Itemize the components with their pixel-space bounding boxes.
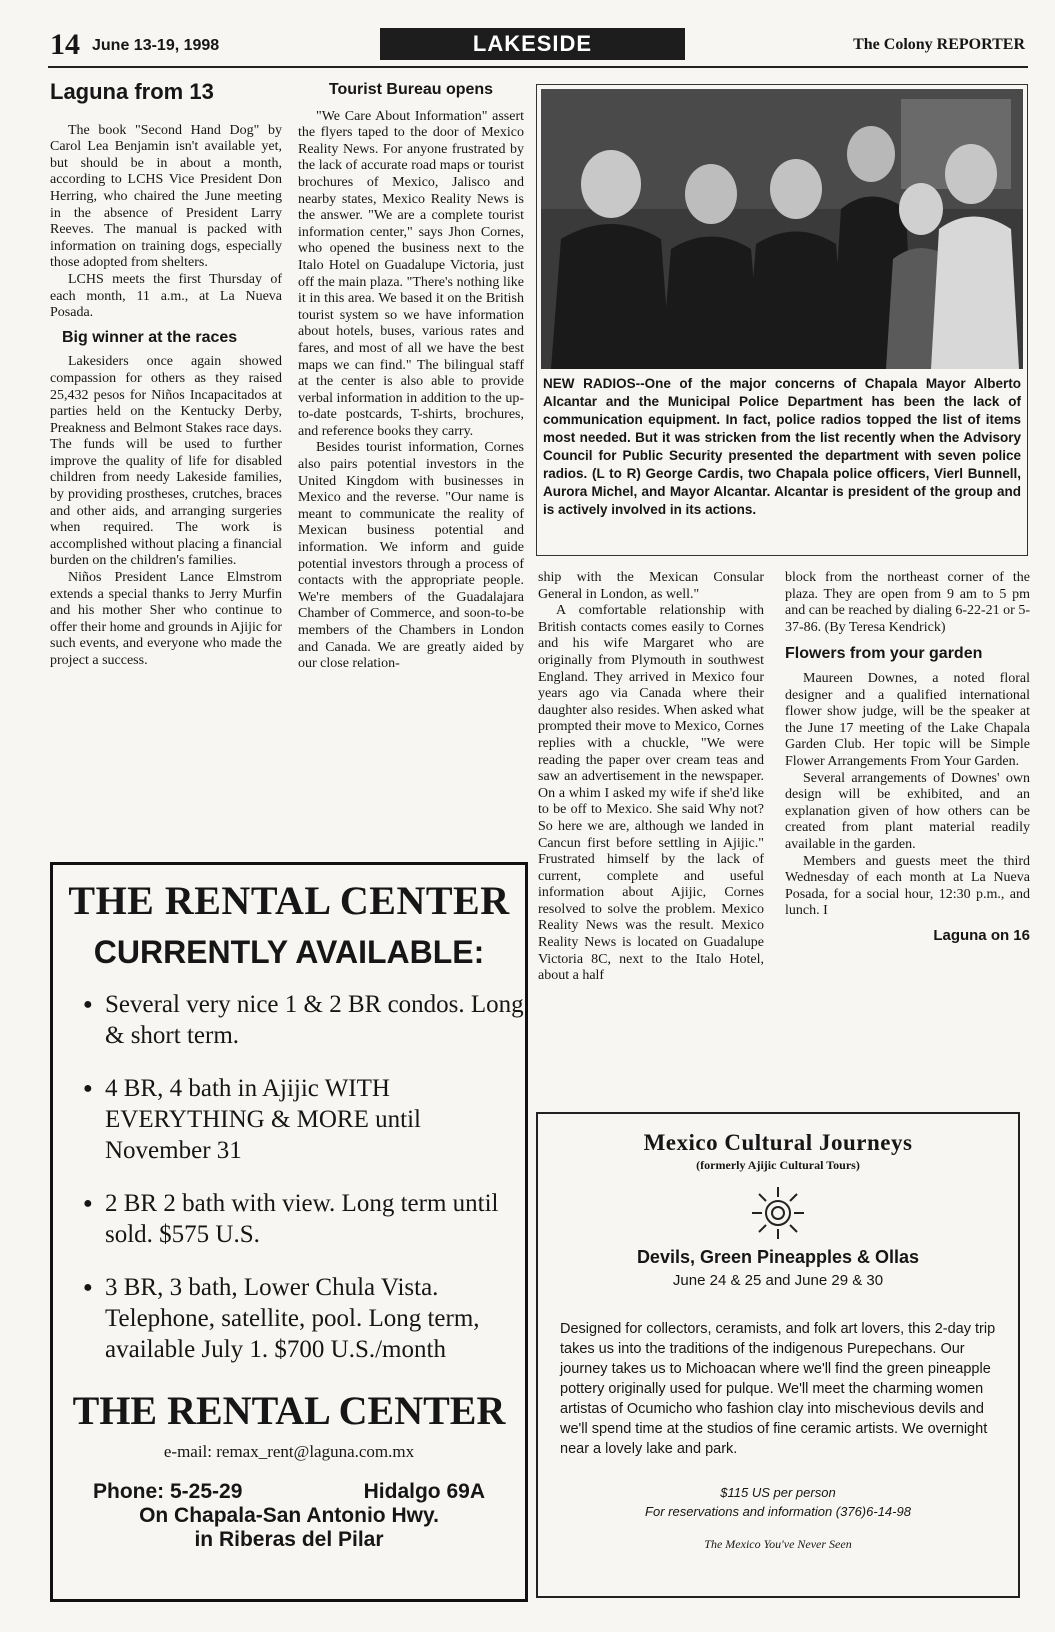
headline-tourist-bureau: Tourist Bureau opens	[328, 81, 494, 98]
tourist-paragraph-5: block from the northeast corner of the plaza. They are open from 9 am to 5 pm and can be reached by dialing 6-22-21 or 5-37-86. (By Teresa Kendrick)	[785, 570, 1030, 635]
page-number: 14	[50, 28, 80, 61]
tourist-paragraph-4: A comfortable relationship with British contacts comes easily to Cornes and his wife Margaret who are originally from Plymouth in southwest England. They arrived in Mexico four years ago via Canada where their daughter also resides. When asked what prompted their move to Mexico, Cornes replies with a chuckle, "We were reading the paper over cream teas and saw an advertisement in the newspaper. On a whim I asked my wife if she'd like to be off to Mexico. She said Why not? So here we are, although we landed in Cancun first before settling in Ajijic." Frustrated himself by the lack of current, complete and useful information about Ajijic, Cornes resolved to solve the problem. Mexico Reality News was the result. Mexico Reality News is located on Guadalupe Victoria 8C, next to the Italo Hotel, about a half	[538, 603, 764, 984]
rental-ad-email: e-mail: remax_rent@laguna.com.mx	[163, 1442, 415, 1461]
flowers-paragraph-3: Members and guests meet the third Wednesday of each month at La Nueva Posada, for a social hour, 12:30 p.m., and lunch. I	[785, 853, 1030, 919]
group-photo-illustration	[541, 89, 1023, 369]
newspaper-name: The Colony REPORTER	[853, 36, 1025, 53]
column-flowers	[785, 570, 1030, 944]
rental-listing-list	[83, 989, 525, 1365]
rental-listing: ● 3 BR, 3 bath, Lower Chula Vista. Telephone, satellite, pool. Long term, available July 1. $700 U.S./month	[83, 1272, 525, 1365]
journeys-ad-formerly: (formerly Ajijic Cultural Tours)	[696, 1158, 860, 1172]
journeys-ad-title: Mexico Cultural Journeys	[643, 1130, 913, 1155]
news-photo	[541, 89, 1023, 369]
tourist-paragraph-3: ship with the Mexican Consular General in London, as well."	[538, 570, 764, 602]
jump-line: Laguna on 16	[933, 926, 1030, 944]
journeys-ad-price: $115 US per person	[720, 1485, 836, 1500]
rental-ad-address: Hidalgo 69A	[363, 1480, 485, 1503]
rental-listing: ● 4 BR, 4 bath in Ajijic WITH EVERYTHING & MORE until November 31	[83, 1073, 525, 1166]
rental-listing: ● Several very nice 1 & 2 BR condos. Long & short term.	[83, 989, 525, 1051]
cultural-journeys-ad	[536, 1112, 1020, 1598]
journeys-ad-event: Devils, Green Pineapples & Ollas	[636, 1247, 920, 1267]
laguna-paragraph-2: LCHS meets the first Thursday of each month, 11 a.m., at La Nueva Posada.	[50, 271, 282, 321]
rental-ad-location: in Riberas del Pilar	[194, 1528, 384, 1551]
journeys-ad-tagline: The Mexico You've Never Seen	[704, 1537, 852, 1551]
photo-box	[536, 84, 1028, 556]
sun-logo-icon	[748, 1183, 808, 1243]
rental-ad-title-bottom: THE RENTAL CENTER	[72, 1388, 506, 1433]
journeys-ad-reservations: For reservations and information (376)6-14-98	[645, 1504, 911, 1519]
rental-ad-contact-row	[53, 1480, 525, 1504]
column-tourist-bureau	[298, 82, 524, 673]
rental-ad-highway: On Chapala-San Antonio Hwy.	[139, 1504, 439, 1527]
journeys-ad-dates: June 24 & 25 and June 29 & 30	[672, 1272, 884, 1289]
big-winner-paragraph-2: Niños President Lance Elmstrom extends a special thanks to Jerry Murfin and his mother Sher who continue to offer their home and grounds in Ajijic for such events, and everyone who made the project a success.	[50, 570, 282, 668]
header-rule	[48, 66, 1028, 68]
rental-listing: ● 2 BR 2 bath with view. Long term until sold. $575 U.S.	[83, 1188, 525, 1250]
headline-big-winner: Big winner at the races	[62, 328, 238, 346]
journeys-ad-body: Designed for collectors, ceramists, and folk art lovers, this 2-day trip takes us into the traditions of the indigenous Purepechans. Our journey takes us to Michoacan where we'll find the green pineapple pottery originally used for pulque. We'll meet the charming women artistas of Ocumicho who fashion clay into mischevious devils and we'll spend time at the studios of fine ceramic artists. We overnight near a lovely lake and park.	[560, 1321, 996, 1457]
headline-flowers: Flowers from your garden	[785, 645, 983, 663]
rental-ad-phone: Phone: 5-25-29	[93, 1480, 243, 1503]
flowers-paragraph-1: Maureen Downes, a noted floral designer and a qualified international flower show judge, will be the speaker at the June 17 meeting of the Lake Chapala Garden Club. Her topic will be Simple Flower Arrangements From Your Garden.	[785, 670, 1030, 769]
rental-center-ad	[50, 862, 528, 1602]
rental-ad-subtitle: CURRENTLY AVAILABLE:	[93, 934, 485, 970]
headline-laguna: Laguna from 13	[50, 79, 214, 104]
rental-ad-title: THE RENTAL CENTER	[68, 878, 510, 923]
big-winner-paragraph-1: Lakesiders once again showed compassion for others as they raised 25,432 pesos for Niños Incapacitados at parties held on the Kentucky Derby, Preakness and Belmont Stakes race days. The funds will be used to further improve the quality of life for disabled children from needy Lakeside families, by providing prostheses, crutches, braces and other aids, and arranging surgeries when required. The work is accomplished without placing a financial burden on the children's families.	[50, 354, 282, 569]
tourist-paragraph-2: Besides tourist information, Cornes also pairs potential investors in the United Kingdom with businesses in Mexico and the reverse. "Our name is meant to communicate the reality of Mexican business potential and information. We inform and guide potential investors through a process of contacts with the appropriate people. We're members of the Guadalajara Chamber of Commerce, and soon-to-be members of the Chambers in London and Canada. We are greatly aided by our close relation-	[298, 440, 524, 672]
laguna-paragraph-1: The book "Second Hand Dog" by Carol Lea Benjamin isn't available yet, but should be in about a month, according to LCHS Vice President Don Herring, who chaired the June meeting in the absence of President Larry Reeves. The manual is packed with information on training dogs, especially those adopted from shelters.	[50, 122, 282, 271]
section-banner: LAKESIDE	[380, 28, 685, 60]
column-laguna	[50, 79, 282, 670]
flowers-paragraph-2: Several arrangements of Downes' own design will be exhibited, and an explanation given of how others can be created from plant material readily available in the garden.	[785, 770, 1030, 852]
column-tourist-continued	[538, 570, 764, 985]
issue-date: June 13-19, 1998	[92, 37, 220, 54]
photo-caption: NEW RADIOS--One of the major concerns of Chapala Mayor Alberto Alcantar and the Municipal Police Department has been the lack of communication equipment. In fact, police radios topped the list of items most needed. But it was stricken from the list recently when the Advisory Council for Public Security presented the department with seven police radios. (L to R) George Cardis, two Chapala police officers, Vierl Bunnell, Aurora Michel, and Mayor Alcantar. Alcantar is president of the group and is actively involved in its actions.	[543, 376, 1021, 517]
tourist-paragraph-1: "We Care About Information" assert the flyers taped to the door of Mexico Reality News. For anyone frustrated by the lack of accurate road maps or tourist brochures of Mexico, Jalisco and nearby states, Mexico Reality News is the answer. "We are a complete tourist information center," says Jhon Cornes, who opened the business next to the Italo Hotel on Guadalupe Victoria, just off the main plaza. "There's nothing like it in this area. We based it on the British tourist system so we have information about hotels, buses, various rates and fares, and most of all we have the best maps we can find." The bilingual staff at the center is also able to provide verbal information in addition to the up-to-date postcards, T-shirts, brochures, and reference books they carry.	[298, 108, 524, 439]
